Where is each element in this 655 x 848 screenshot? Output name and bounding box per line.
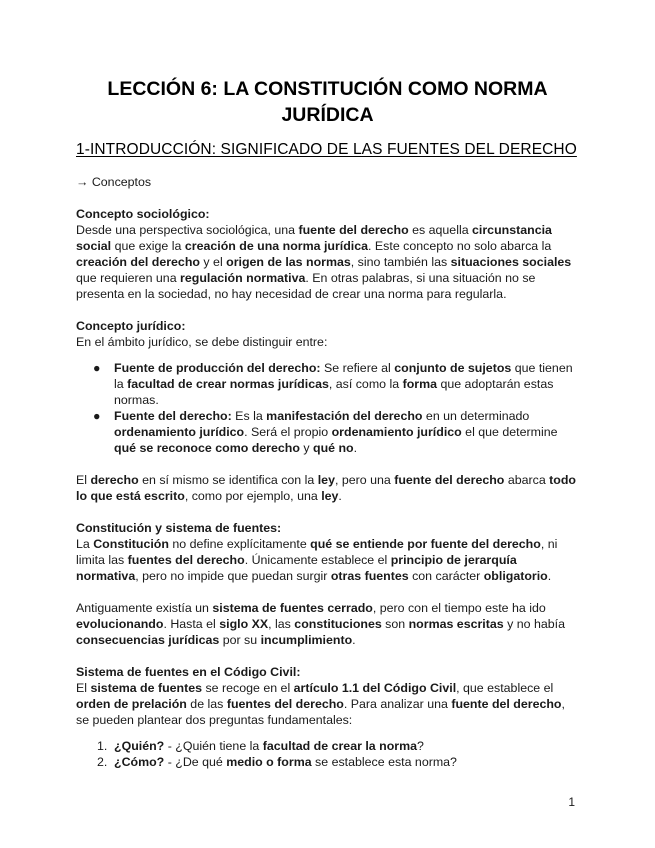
sociological-concept-heading: Concepto sociológico: [76,207,210,221]
bullet-icon: ● [93,361,101,375]
list-item-who [76,738,576,754]
lesson-title-line-2: JURÍDICA [281,104,374,126]
constitution-paragraph-1: La Constitución no define explícitamente qué se entiende por fuente del derecho, ni limita las fuentes del derecho. Únicamente establece el principio de jerarquía normativa, pero no impide que puedan surgir otras fuentes con carácter obligatorio. [76,537,558,583]
list-item-production-source [76,360,576,408]
list-item-text: Fuente del derecho: Es la manifestación del derecho en un determinado ordenamiento jurídico. Será el propio ordenamiento jurídico el que determine qué se reconoce como derecho y qué no. [114,409,558,455]
juridical-concept-list [76,360,576,456]
section-heading-introduction: 1-INTRODUCCIÓN: SIGNIFICADO DE LAS FUENTES DEL DERECHO [76,141,577,158]
list-item-text: ¿Quién? - ¿Quién tiene la facultad de crear la norma? [114,739,424,753]
constitution-sources-heading: Constitución y sistema de fuentes: [76,521,282,535]
civil-code-paragraph: El sistema de fuentes se recoge en el artículo 1.1 del Código Civil, que establece el orden de prelación de las fuentes del derecho. Para analizar una fuente del derecho, se pueden plantear dos preguntas fundamentales: [76,681,565,727]
fundamental-questions-list [76,738,576,770]
law-definition-paragraph: El derecho en sí mismo se identifica con la ley, pero una fuente del derecho abarca todo lo que está escrito, como por ejemplo, una ley. [76,473,577,503]
bullet-icon: ● [93,409,101,423]
list-item-how [76,754,576,770]
juridical-concept-intro: En el ámbito jurídico, se debe distinguir entre: [76,335,328,349]
concepts-arrow-label: → Conceptos [76,175,152,189]
document-body [76,174,576,770]
civil-code-heading: Sistema de fuentes en el Código Civil: [76,665,301,679]
constitution-paragraph-2: Antiguamente existía un sistema de fuentes cerrado, pero con el tiempo este ha ido evolucionando. Hasta el siglo XX, las constituciones son normas escritas y no había consecuencias jurídicas por su incumplimiento. [76,601,565,647]
sociological-concept-paragraph: Desde una perspectiva sociológica, una fuente del derecho es aquella circunstancia social que exige la creación de una norma jurídica. Este concepto no solo abarca la creación del derecho y el origen de las normas, sino también las situaciones sociales que requieren una regulación normativa. En otras palabras, si una situación no se presenta en la sociedad, no hay necesidad de crear una norma para regularla. [76,223,572,301]
lesson-title [60,76,595,128]
list-item-text: ¿Cómo? - ¿De qué medio o forma se establece esta norma? [114,755,457,769]
juridical-concept-heading: Concepto jurídico: [76,319,186,333]
list-item-law-source [76,408,576,456]
list-number: 2. [97,755,108,769]
list-item-text: Fuente de producción del derecho: Se refiere al conjunto de sujetos que tienen la facultad de crear normas jurídicas, así como la forma que adoptarán estas normas. [114,361,573,407]
lesson-title-line-1: LECCIÓN 6: LA CONSTITUCIÓN COMO NORMA [107,78,548,100]
page-number: 1 [568,795,575,809]
list-number: 1. [97,739,108,753]
